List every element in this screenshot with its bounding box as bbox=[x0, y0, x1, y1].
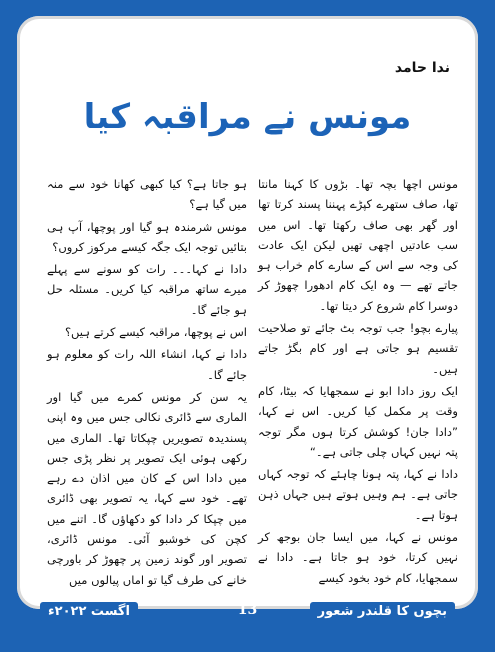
paragraph: یہ سن کر مونس کمرے میں گیا اور الماری سے ڈائری نکالی جس میں وہ اپنی پسندیدہ تصویریں چپکاتا تھا۔ الماری میں رکھی ہوئی ایک تصویر پر نظر پڑی جس میں دادا اس کے کان میں اذان دے رہے تھے۔ خود سے کہا، یہ تصویر بھی ڈائری میں چپکا کر دادا کو دکھاؤں گا۔ اتنے میں کچن کی خوشبو آئی۔ مونس ڈائری، تصویر اور گوند زمین پر چھوڑ کر باورچی خانے کی طرف گیا تو اماں پیالوں میں bbox=[47, 389, 247, 587]
paragraph: دادا نے کہا۔۔۔ رات کو سونے سے پہلے میرے ساتھ مراقبہ کیا کریں۔ مسئلہ حل ہو جائے گا۔ bbox=[47, 262, 247, 317]
paragraph: مونس اچھا بچہ تھا۔ بڑوں کا کہنا مانتا تھا، صاف ستھرے کپڑے پہننا پسند کرتا تھا اور گھر بھی صاف رکھتا تھا۔ اس میں سب عادتیں اچھی تھیں لیکن ایک عادت کی وجہ سے اس کے سارے کام خراب ہو جاتے تھے — وہ ایک کام ادھورا چھوڑ کر دوسرا کام شروع کر دیتا تھا۔ bbox=[258, 177, 458, 313]
left-column bbox=[47, 174, 247, 592]
paragraph: مونس نے کہا، میں ایسا جان بوجھ کر نہیں کرتا، خود ہو جاتا ہے۔ دادا نے سمجھایا، کام خود بخود کیسے bbox=[258, 530, 458, 585]
issue-date: اگست ۲۰۲۲ء bbox=[40, 602, 138, 621]
magazine-name: بچوں کا قلندر شعور bbox=[310, 602, 455, 621]
right-column bbox=[258, 174, 458, 590]
paragraph: دادا نے کہا، انشاء اللہ رات کو معلوم ہو جائے گا۔ bbox=[47, 347, 247, 382]
paragraph: پیارے بچو! جب توجہ بٹ جائے تو صلاحیت تقسیم ہو جاتی ہے اور کام بگڑ جاتے ہیں۔ bbox=[258, 321, 458, 376]
paragraph: اس نے پوچھا، مراقبہ کیسے کرتے ہیں؟ bbox=[64, 325, 247, 340]
paragraph: مونس شرمندہ ہو گیا اور پوچھا، آپ ہی بتائیں توجہ ایک جگہ کیسے مرکوز کروں؟ bbox=[47, 219, 247, 254]
paragraph: ہو جاتا ہے؟ کیا کبھی کھانا خود سے منہ میں گیا ہے؟ bbox=[47, 177, 247, 212]
article-title: مونس نے مراقبہ کیا bbox=[83, 97, 412, 137]
page-number: 13 bbox=[237, 602, 258, 618]
paragraph: ایک روز دادا ابو نے سمجھایا کہ بیٹا، کام وقت پر مکمل کیا کریں۔ اس نے کہا، ”دادا جان! کوشش کرتا ہوں مگر توجہ پتہ نہیں کہاں چلی جاتی ہے۔“ bbox=[258, 383, 458, 459]
article-page bbox=[17, 16, 478, 609]
paragraph: دادا نے کہا، پتہ ہونا چاہئے کہ توجہ کہاں جاتی ہے۔ ہم وہیں ہوتے ہیں جہاں ذہن ہوتا ہے۔ bbox=[258, 467, 458, 522]
page-footer bbox=[0, 598, 495, 628]
author-name: ندا حامد bbox=[394, 60, 450, 76]
